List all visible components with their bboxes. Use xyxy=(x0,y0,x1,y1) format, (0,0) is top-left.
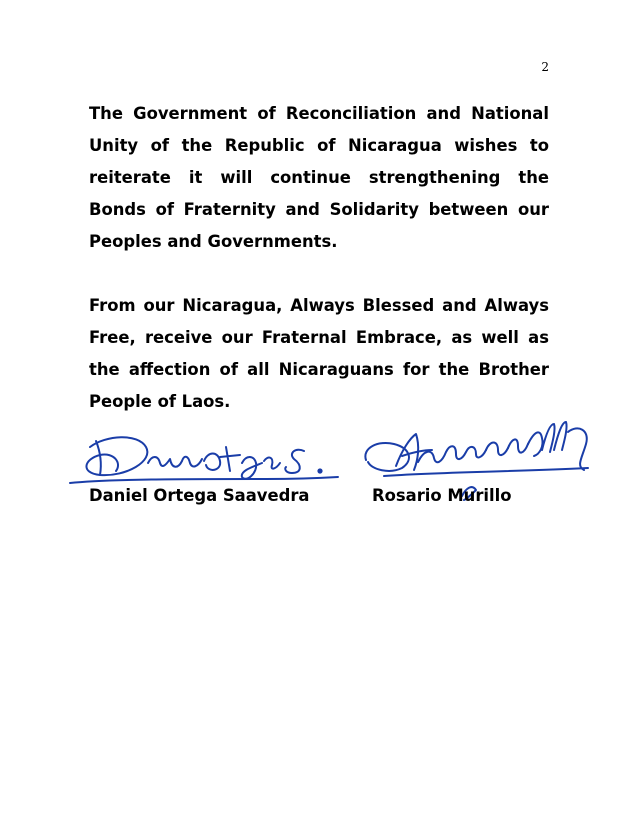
signature-ortega xyxy=(66,425,346,495)
page-number: 2 xyxy=(541,60,549,74)
paragraph-fraternal-embrace: From our Nicaragua, Always Blessed and Always Free, receive our Fraternal Embrace, as well as the affection of all Nicaraguans for the Brother People of Laos. xyxy=(89,296,549,411)
signer-name-murillo: Rosario Murillo xyxy=(372,486,512,505)
paragraph-reconciliation: The Government of Reconciliation and National Unity of the Republic of Nicaragua wishes to reiterate it will continue strengthening the Bonds of Fraternity and Solidarity between our Peoples and Governments. xyxy=(89,104,549,251)
signer-name-ortega: Daniel Ortega Saavedra xyxy=(89,486,310,505)
